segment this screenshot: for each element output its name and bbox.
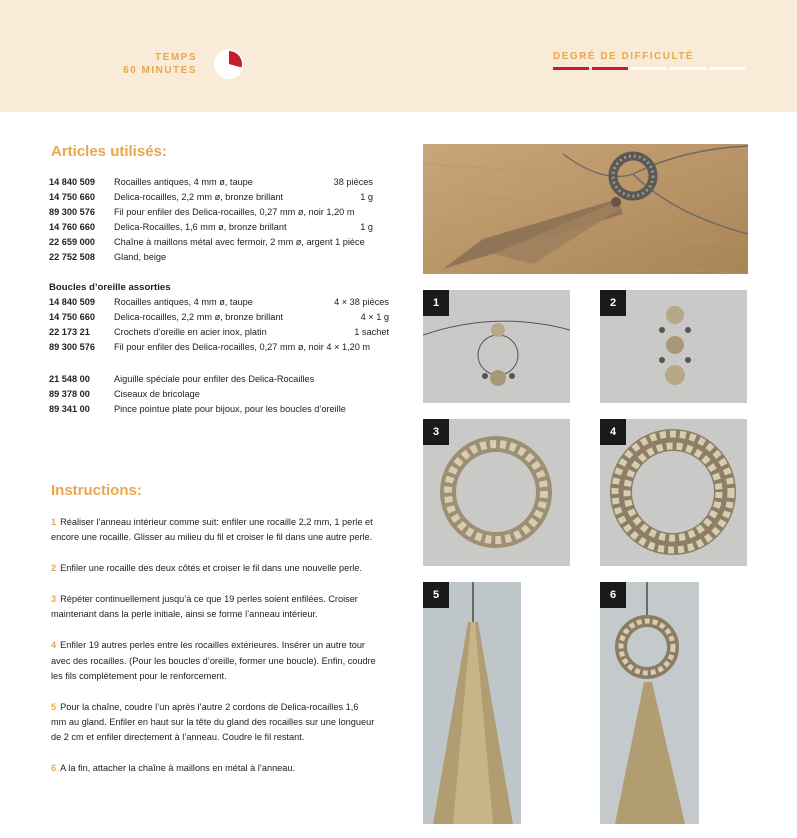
earrings-section [49, 280, 389, 355]
item-code: 14 750 660 [49, 192, 95, 203]
instructions-title: Instructions: [51, 482, 142, 499]
step-number: 6 [51, 763, 57, 774]
difficulty-segment [631, 67, 667, 70]
item-description: Delica-rocailles, 2,2 mm ø, bronze brillant [114, 192, 284, 203]
item-description: Delica-Rocailles, 1,6 mm ø, bronze brillant [114, 222, 287, 233]
item-code: 22 752 508 [49, 252, 95, 263]
item-code: 14 840 509 [49, 297, 95, 308]
item-description: Gland, beige [114, 252, 167, 263]
item-code: 22 173 21 [49, 327, 90, 338]
step-badge: 1 [423, 290, 449, 316]
item-code: 89 378 00 [49, 389, 90, 400]
item-code: 14 750 660 [49, 312, 95, 323]
step-photo-1 [423, 290, 570, 403]
list-item [49, 190, 373, 205]
item-description: Ciseaux de bricolage [114, 389, 200, 400]
difficulty-segment [670, 67, 706, 70]
instruction-step [51, 638, 376, 683]
item-description: Crochets d’oreille en acier inox, platin [114, 327, 267, 338]
list-item [49, 387, 389, 402]
difficulty-segment [709, 67, 745, 70]
header-band [0, 0, 797, 112]
step-number: 4 [51, 640, 57, 651]
step-badge: 3 [423, 419, 449, 445]
list-item [49, 402, 389, 417]
earrings-title: Boucles d’oreille assorties [49, 282, 171, 293]
step-number: 1 [51, 517, 57, 527]
step-text: Enfiler 19 autres perles entre les rocailles extérieures. Insérer un autre tour avec des rocailles. (Pour les boucles d’oreille, former une boucle). Enfin, coudre les fils complètement pour le renforcement. [51, 640, 376, 681]
step-badge: 2 [600, 290, 626, 316]
step-text: Réaliser l’anneau intérieur comme suit: enfiler une rocaille 2,2 mm, 1 perle et encore une rocaille. Glisser au milieu du fil et croiser le fil dans une autre perle. [51, 517, 373, 543]
item-quantity: 1 g [360, 192, 373, 203]
step-number: 5 [51, 701, 57, 712]
instruction-step [51, 761, 376, 776]
list-item [49, 175, 373, 190]
item-description: Chaîne à maillons métal avec fermoir, 2 mm ø, argent 1 pièce [114, 237, 365, 248]
step-number: 3 [51, 594, 57, 605]
item-description: Delica-rocailles, 2,2 mm ø, bronze brillant [114, 312, 284, 323]
item-description: Rocailles antiques, 4 mm ø, taupe [114, 177, 253, 187]
articles-title: Articles utilisés: [51, 143, 167, 160]
step-number: 2 [51, 563, 57, 574]
instruction-step [51, 592, 376, 622]
list-item [49, 205, 373, 220]
item-quantity: 4 × 38 pièces [334, 297, 389, 308]
step-photo-6 [600, 582, 699, 824]
instruction-step [51, 561, 376, 576]
difficulty-segment [553, 67, 589, 70]
step-badge: 5 [423, 582, 449, 608]
list-item [49, 220, 373, 235]
step-badge: 6 [600, 582, 626, 608]
item-description: Rocailles antiques, 4 mm ø, taupe [114, 297, 253, 308]
list-item [49, 235, 373, 250]
item-code: 89 341 00 [49, 404, 90, 415]
step-text: Enfiler une rocaille des deux côtés et croiser le fil dans une nouvelle perle. [60, 563, 362, 574]
item-code: 21 548 00 [49, 374, 90, 384]
item-description: Pince pointue plate pour bijoux, pour les boucles d’oreille [114, 404, 346, 415]
item-code: 14 840 509 [49, 177, 95, 187]
time-label: TEMPS [155, 52, 197, 63]
item-quantity: 1 sachet [354, 327, 389, 338]
clock-icon [213, 48, 245, 80]
tools-list [49, 372, 389, 417]
item-code: 89 300 576 [49, 207, 95, 218]
instruction-step [51, 515, 376, 545]
item-description: Fil pour enfiler des Delica-rocailles, 0,27 mm ø, noir 4 × 1,20 m [114, 342, 371, 353]
list-item [49, 340, 389, 355]
main-photo [423, 144, 748, 274]
step-text: A la fin, attacher la chaîne à maillons en métal à l’anneau. [60, 763, 296, 774]
step-photo-4 [600, 419, 747, 566]
list-item [49, 372, 389, 387]
instructions-steps [51, 515, 376, 792]
articles-list [49, 175, 373, 266]
list-item [49, 325, 389, 340]
item-code: 89 300 576 [49, 342, 95, 353]
list-item [49, 295, 389, 310]
item-description: Aiguille spéciale pour enfiler des Delica-Rocailles [114, 374, 315, 384]
step-text: Pour la chaîne, coudre l’un après l’autre 2 cordons de Delica-rocailles 1,6 mm au gland. Enfiler en haut sur la tête du gland des rocailles sur une longueur de 2 cm et enfiler directement à l’anneau. Coudre le fil restant. [51, 701, 375, 742]
time-value: 60 MINUTES [123, 65, 197, 76]
difficulty-segment [592, 67, 628, 70]
item-quantity: 4 × 1 g [360, 312, 389, 323]
step-photo-5 [423, 582, 521, 824]
item-quantity: 1 g [360, 222, 373, 233]
step-photo-2 [600, 290, 747, 403]
step-badge: 4 [600, 419, 626, 445]
item-description: Fil pour enfiler des Delica-rocailles, 0,27 mm ø, noir 1,20 m [114, 207, 355, 218]
step-photo-3 [423, 419, 570, 566]
item-quantity: 38 pièces [333, 177, 373, 187]
item-code: 14 760 660 [49, 222, 95, 233]
instruction-step [51, 700, 376, 745]
item-code: 22 659 000 [49, 237, 95, 248]
list-item [49, 250, 373, 265]
step-text: Répéter continuellement jusqu’à ce que 19 perles soient enfilées. Croiser maintenant dans la perle initiale, ainsi se forme l’anneau intérieur. [51, 594, 358, 620]
list-item [49, 310, 389, 325]
difficulty-meter [553, 67, 747, 71]
difficulty-label: DEGRÉ DE DIFFICULTÉ [553, 51, 695, 62]
